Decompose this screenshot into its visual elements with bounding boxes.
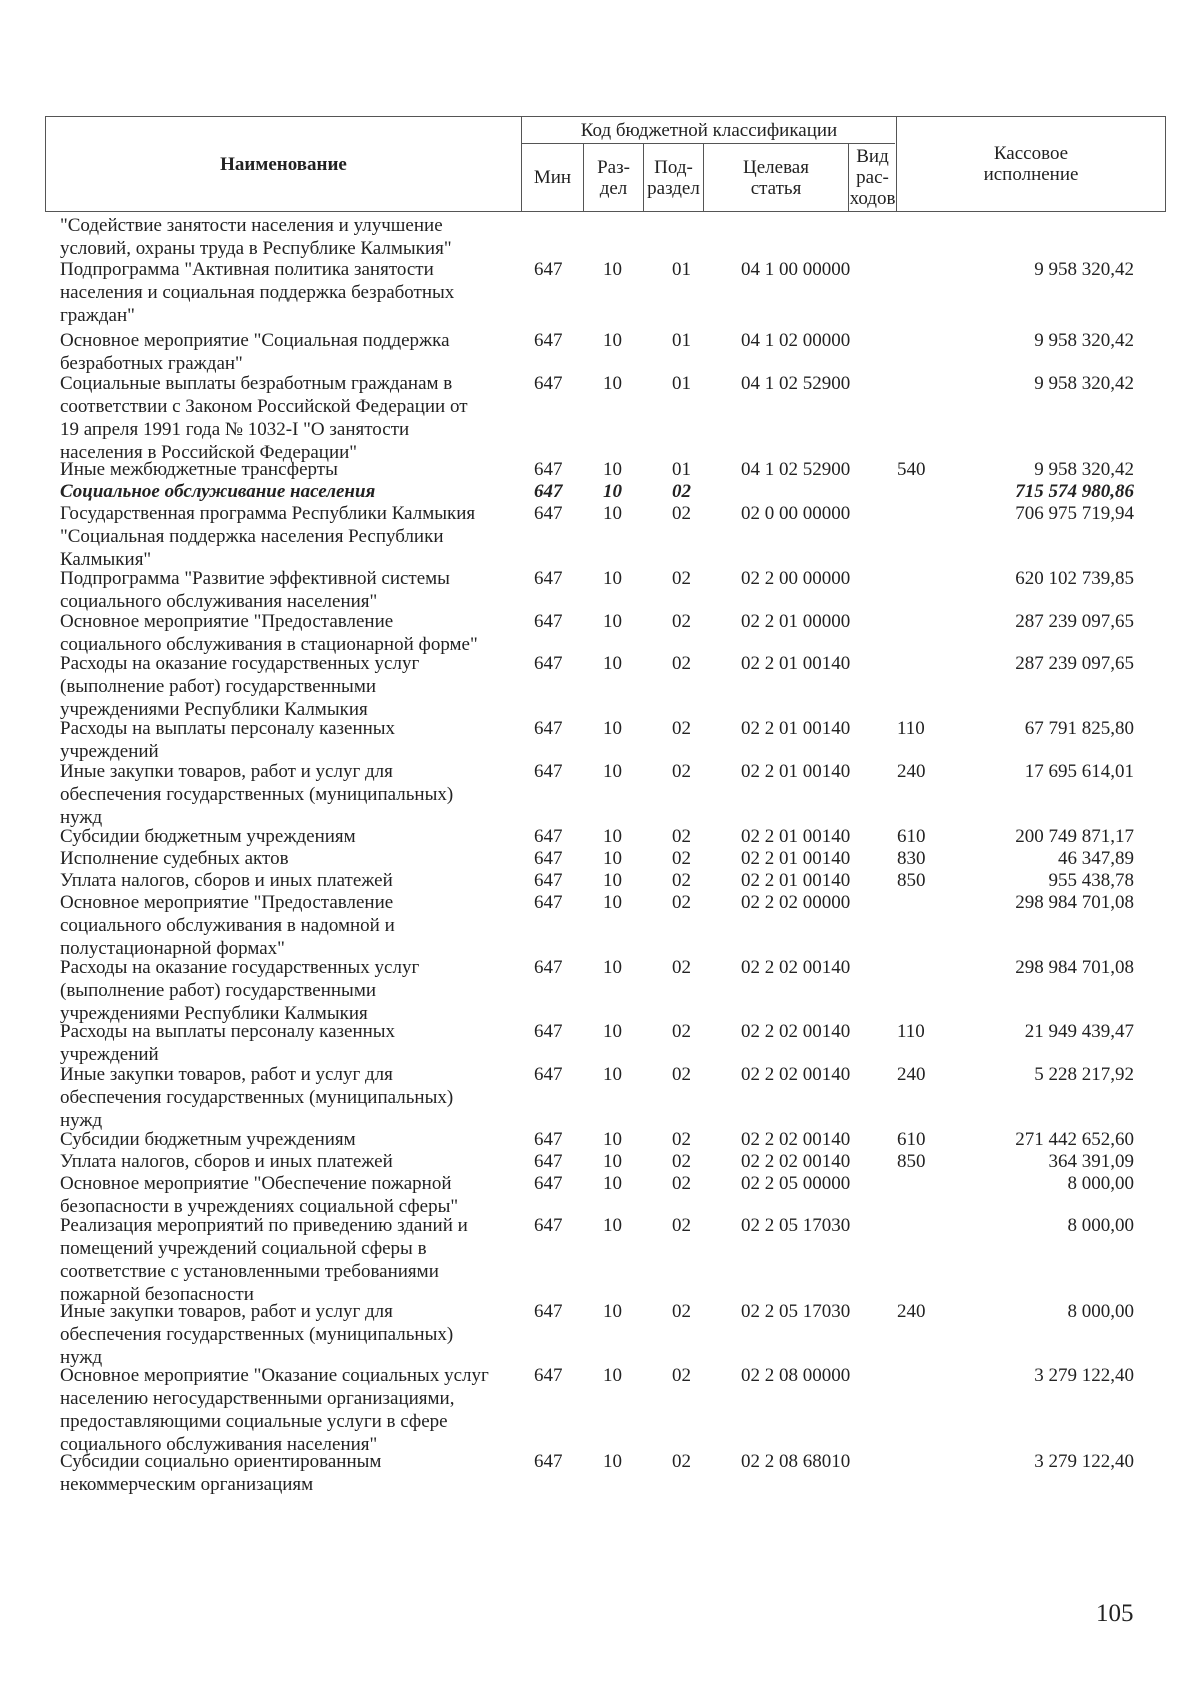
row-name: Реализация мероприятий по приведению зданий и помещений учреждений социальной сферы в соответствие с установленными требованиями пожарной безопасности: [60, 1215, 468, 1305]
row-min: 647: [534, 892, 563, 913]
header-kassovoe: Кассовое исполнение: [983, 143, 1079, 185]
header-celevaya: Целевая статья: [743, 156, 809, 199]
row-celevaya: 04 1 00 00000: [741, 259, 851, 280]
row-podrazdel: 02: [672, 568, 691, 589]
row-razdel: 10: [603, 459, 622, 480]
row-vid: 240: [897, 1301, 926, 1322]
row-celevaya: 02 2 08 68010: [741, 1451, 851, 1472]
row-podrazdel: 02: [672, 848, 691, 869]
row-razdel: 10: [603, 481, 622, 502]
row-min: 647: [534, 1173, 563, 1194]
row-kassovoe: 287 239 097,65: [1015, 653, 1134, 674]
row-razdel: 10: [603, 957, 622, 978]
row-kassovoe: 9 958 320,42: [1034, 259, 1134, 280]
header-podrazdel: Под- раздел: [647, 156, 700, 199]
row-podrazdel: 02: [672, 718, 691, 739]
row-podrazdel: 02: [672, 892, 691, 913]
row-name: Расходы на выплаты персоналу казенных учреждений: [60, 718, 396, 762]
row-min: 647: [534, 259, 563, 280]
row-name: Субсидии социально ориентированным некоммерческим организациям: [60, 1451, 382, 1495]
page-number: 105: [1096, 1600, 1134, 1627]
row-name: Иные закупки товаров, работ и услуг для обеспечения государственных (муниципальных) нужд: [60, 761, 454, 828]
row-kassovoe: 715 574 980,86: [1015, 481, 1134, 502]
row-podrazdel: 02: [672, 1451, 691, 1472]
row-celevaya: 02 2 02 00140: [741, 1064, 851, 1085]
row-celevaya: 02 2 05 17030: [741, 1301, 851, 1322]
row-celevaya: 02 2 01 00140: [741, 848, 851, 869]
row-min: 647: [534, 653, 563, 674]
row-celevaya: 02 2 01 00000: [741, 611, 851, 632]
row-podrazdel: 01: [672, 259, 691, 280]
row-min: 647: [534, 1021, 563, 1042]
row-name: "Содействие занятости населения и улучшение условий, охраны труда в Республике Калмыкия": [60, 215, 452, 259]
row-vid: 240: [897, 761, 926, 782]
row-min: 647: [534, 957, 563, 978]
row-podrazdel: 02: [672, 481, 691, 502]
row-name: Расходы на выплаты персоналу казенных учреждений: [60, 1021, 396, 1065]
row-razdel: 10: [603, 259, 622, 280]
row-vid: 110: [897, 1021, 925, 1042]
row-podrazdel: 02: [672, 1173, 691, 1194]
row-podrazdel: 02: [672, 870, 691, 891]
row-podrazdel: 01: [672, 330, 691, 351]
row-razdel: 10: [603, 1301, 622, 1322]
row-razdel: 10: [603, 870, 622, 891]
row-podrazdel: 02: [672, 1064, 691, 1085]
row-kassovoe: 46 347,89: [1058, 848, 1134, 869]
row-celevaya: 02 2 01 00140: [741, 718, 851, 739]
row-razdel: 10: [603, 1173, 622, 1194]
row-min: 647: [534, 826, 563, 847]
row-vid: 540: [897, 459, 926, 480]
row-min: 647: [534, 1064, 563, 1085]
row-kassovoe: 5 228 217,92: [1034, 1064, 1134, 1085]
row-kassovoe: 9 958 320,42: [1034, 373, 1134, 394]
row-kassovoe: 8 000,00: [1067, 1173, 1134, 1194]
row-vid: 240: [897, 1064, 926, 1085]
row-podrazdel: 02: [672, 611, 691, 632]
row-razdel: 10: [603, 826, 622, 847]
row-razdel: 10: [603, 718, 622, 739]
row-kassovoe: 298 984 701,08: [1015, 892, 1134, 913]
row-podrazdel: 02: [672, 826, 691, 847]
row-name: Основное мероприятие "Предоставление социального обслуживания в стационарной форме": [60, 611, 478, 655]
header-vid: Вид рас- ходов: [849, 146, 896, 209]
row-celevaya: 04 1 02 52900: [741, 373, 851, 394]
row-min: 647: [534, 503, 563, 524]
row-razdel: 10: [603, 1151, 622, 1172]
row-podrazdel: 02: [672, 957, 691, 978]
header-code-group: Код бюджетной классификации: [580, 119, 838, 141]
row-name: Субсидии бюджетным учреждениям: [60, 1129, 356, 1150]
row-vid: 850: [897, 870, 926, 891]
table-header: [45, 116, 1166, 212]
row-kassovoe: 67 791 825,80: [1024, 718, 1134, 739]
row-min: 647: [534, 330, 563, 351]
row-razdel: 10: [603, 653, 622, 674]
header-min: Мин: [533, 167, 572, 188]
row-min: 647: [534, 1215, 563, 1236]
row-kassovoe: 271 442 652,60: [1015, 1129, 1134, 1150]
row-celevaya: 02 2 02 00000: [741, 892, 851, 913]
row-name: Основное мероприятие "Предоставление социального обслуживания в надомной и полустационарной формах": [60, 892, 395, 959]
row-name: Государственная программа Республики Калмыкия "Социальная поддержка населения Республики Калмыкия": [60, 503, 476, 570]
row-celevaya: 02 2 01 00140: [741, 870, 851, 891]
row-min: 647: [534, 1151, 563, 1172]
row-kassovoe: 364 391,09: [1048, 1151, 1134, 1172]
row-podrazdel: 02: [672, 1365, 691, 1386]
row-celevaya: 02 2 08 00000: [741, 1365, 851, 1386]
row-podrazdel: 02: [672, 503, 691, 524]
row-podrazdel: 02: [672, 1215, 691, 1236]
row-min: 647: [534, 761, 563, 782]
row-kassovoe: 8 000,00: [1067, 1215, 1134, 1236]
row-kassovoe: 620 102 739,85: [1015, 568, 1134, 589]
row-celevaya: 02 2 05 00000: [741, 1173, 851, 1194]
row-kassovoe: 17 695 614,01: [1024, 761, 1134, 782]
row-kassovoe: 9 958 320,42: [1034, 459, 1134, 480]
row-name: Основное мероприятие "Социальная поддержка безработных граждан": [60, 330, 450, 374]
row-kassovoe: 200 749 871,17: [1015, 826, 1134, 847]
row-razdel: 10: [603, 761, 622, 782]
row-name: Социальные выплаты безработным гражданам в соответствии с Законом Российской Федерации от 19 апреля 1991 года № 1032-I "О занятости населения в Российской Федерации": [60, 373, 468, 463]
row-min: 647: [534, 568, 563, 589]
row-min: 647: [534, 1129, 563, 1150]
row-podrazdel: 01: [672, 459, 691, 480]
row-celevaya: 02 2 01 00140: [741, 826, 851, 847]
row-kassovoe: 706 975 719,94: [1015, 503, 1134, 524]
row-min: 647: [534, 848, 563, 869]
row-razdel: 10: [603, 1365, 622, 1386]
row-vid: 850: [897, 1151, 926, 1172]
row-name: Социальное обслуживание населения: [60, 481, 376, 502]
row-razdel: 10: [603, 1129, 622, 1150]
row-name: Уплата налогов, сборов и иных платежей: [60, 870, 393, 891]
row-podrazdel: 02: [672, 1021, 691, 1042]
row-name: Исполнение судебных актов: [60, 848, 289, 869]
row-podrazdel: 02: [672, 653, 691, 674]
row-name: Иные закупки товаров, работ и услуг для обеспечения государственных (муниципальных) нужд: [60, 1301, 454, 1368]
header-name: Наименование: [220, 153, 347, 175]
row-podrazdel: 02: [672, 761, 691, 782]
row-razdel: 10: [603, 503, 622, 524]
row-kassovoe: 3 279 122,40: [1034, 1365, 1134, 1386]
row-min: 647: [534, 611, 563, 632]
row-podrazdel: 01: [672, 373, 691, 394]
row-podrazdel: 02: [672, 1129, 691, 1150]
row-kassovoe: 21 949 439,47: [1024, 1021, 1134, 1042]
row-name: Основное мероприятие "Оказание социальных услуг населению негосударственными организациями, предоставляющими социальные услуги в сфере социального обслуживания населения": [60, 1365, 489, 1455]
row-name: Расходы на оказание государственных услуг (выполнение работ) государственными учреждениями Республики Калмыкия: [60, 957, 420, 1024]
row-kassovoe: 298 984 701,08: [1015, 957, 1134, 978]
row-name: Субсидии бюджетным учреждениям: [60, 826, 356, 847]
row-razdel: 10: [603, 848, 622, 869]
row-min: 647: [534, 481, 563, 502]
row-razdel: 10: [603, 330, 622, 351]
row-razdel: 10: [603, 1215, 622, 1236]
row-name: Уплата налогов, сборов и иных платежей: [60, 1151, 393, 1172]
row-podrazdel: 02: [672, 1151, 691, 1172]
row-min: 647: [534, 718, 563, 739]
row-vid: 610: [897, 826, 926, 847]
row-name: Иные закупки товаров, работ и услуг для обеспечения государственных (муниципальных) нужд: [60, 1064, 454, 1131]
row-celevaya: 02 2 00 00000: [741, 568, 851, 589]
row-podrazdel: 02: [672, 1301, 691, 1322]
row-celevaya: 02 2 02 00140: [741, 1021, 851, 1042]
row-kassovoe: 287 239 097,65: [1015, 611, 1134, 632]
row-razdel: 10: [603, 1021, 622, 1042]
row-razdel: 10: [603, 611, 622, 632]
row-kassovoe: 8 000,00: [1067, 1301, 1134, 1322]
row-name: Иные межбюджетные трансферты: [60, 459, 338, 480]
row-min: 647: [534, 373, 563, 394]
row-vid: 110: [897, 718, 925, 739]
row-razdel: 10: [603, 892, 622, 913]
row-vid: 830: [897, 848, 926, 869]
row-celevaya: 04 1 02 00000: [741, 330, 851, 351]
row-kassovoe: 9 958 320,42: [1034, 330, 1134, 351]
row-name: Подпрограмма "Развитие эффективной системы социального обслуживания населения": [60, 568, 450, 612]
row-min: 647: [534, 870, 563, 891]
row-min: 647: [534, 1301, 563, 1322]
row-celevaya: 04 1 02 52900: [741, 459, 851, 480]
row-kassovoe: 3 279 122,40: [1034, 1451, 1134, 1472]
row-celevaya: 02 2 05 17030: [741, 1215, 851, 1236]
row-celevaya: 02 2 02 00140: [741, 957, 851, 978]
row-name: Расходы на оказание государственных услуг (выполнение работ) государственными учреждениями Республики Калмыкия: [60, 653, 420, 720]
row-vid: 610: [897, 1129, 926, 1150]
row-razdel: 10: [603, 373, 622, 394]
row-celevaya: 02 2 01 00140: [741, 761, 851, 782]
row-celevaya: 02 2 02 00140: [741, 1129, 851, 1150]
row-kassovoe: 955 438,78: [1048, 870, 1134, 891]
row-razdel: 10: [603, 1064, 622, 1085]
row-celevaya: 02 2 02 00140: [741, 1151, 851, 1172]
row-min: 647: [534, 1451, 563, 1472]
row-min: 647: [534, 1365, 563, 1386]
row-min: 647: [534, 459, 563, 480]
row-celevaya: 02 0 00 00000: [741, 503, 851, 524]
row-celevaya: 02 2 01 00140: [741, 653, 851, 674]
row-razdel: 10: [603, 568, 622, 589]
row-razdel: 10: [603, 1451, 622, 1472]
row-name: Подпрограмма "Активная политика занятости населения и социальная поддержка безработных граждан": [60, 259, 455, 326]
row-name: Основное мероприятие "Обеспечение пожарной безопасности в учреждениях социальной сферы": [60, 1173, 459, 1217]
header-razdel: Раз- дел: [597, 156, 630, 199]
